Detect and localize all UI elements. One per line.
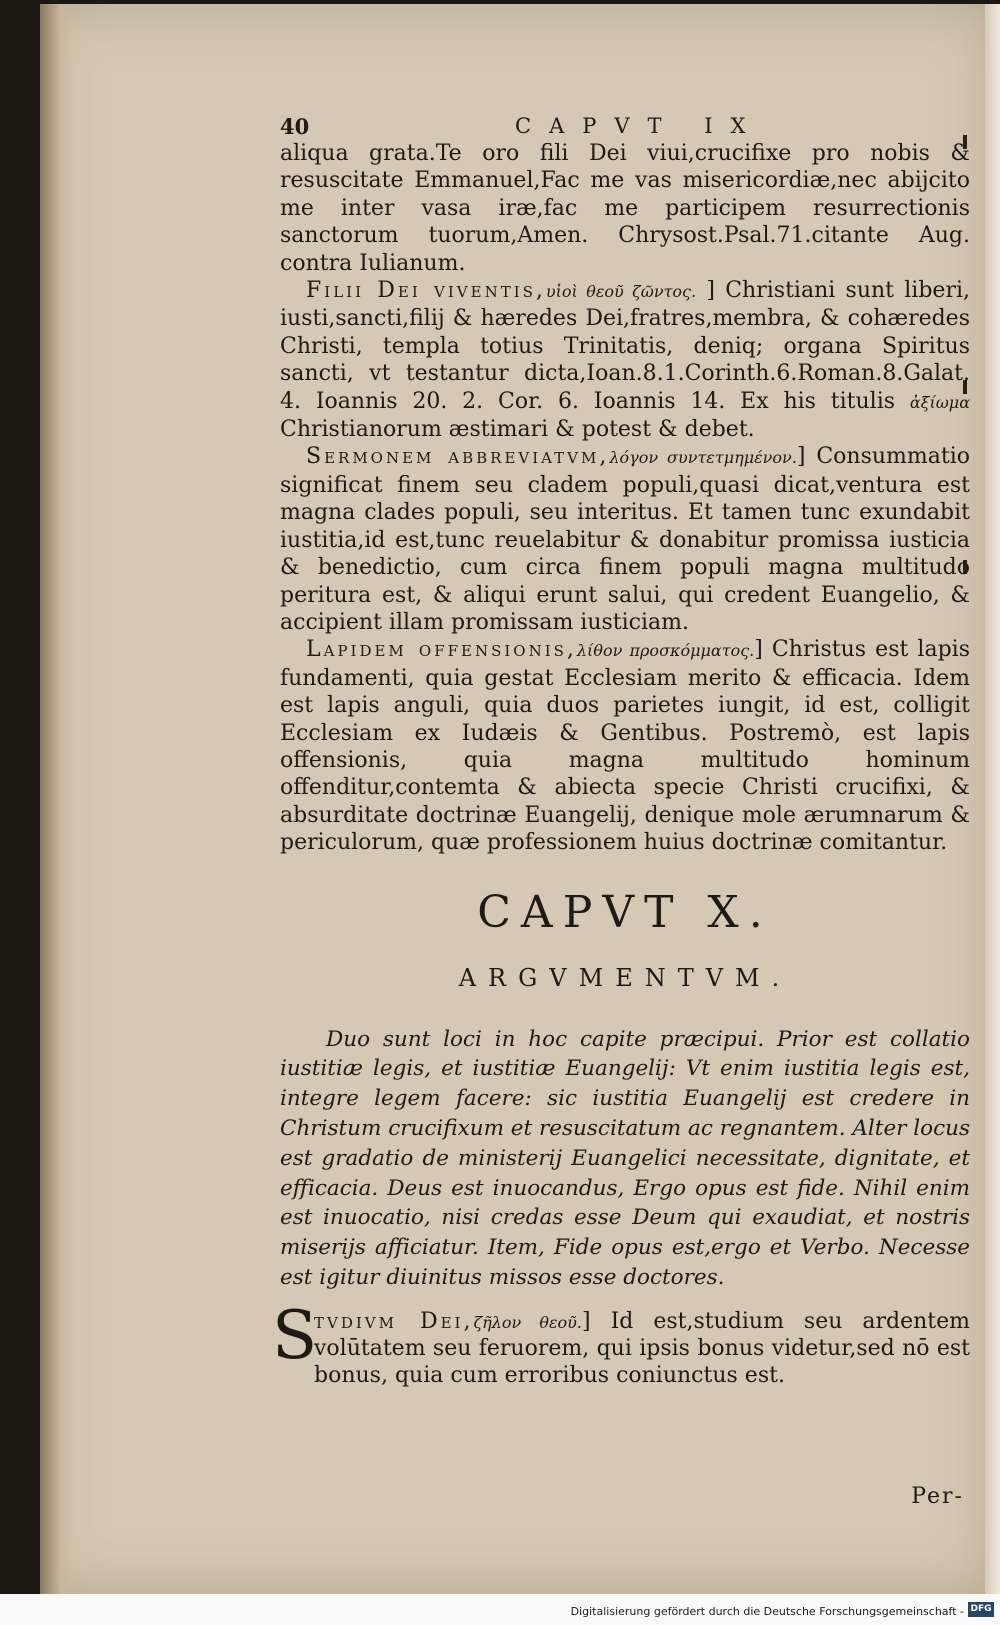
running-head xyxy=(280,114,970,140)
drop-cap: S xyxy=(272,1296,318,1374)
paragraph-filii-dei xyxy=(280,277,970,443)
page-gutter xyxy=(40,4,70,1594)
greek-gloss: ζῆλον θεοῦ. xyxy=(473,1312,582,1332)
paragraph-sermonem xyxy=(280,443,970,636)
greek-gloss: λόγον συντετμημένον. xyxy=(609,448,797,468)
paragraph-continuation xyxy=(280,140,970,277)
lemma: Lapidem offensionis, xyxy=(306,637,577,663)
paragraph-studium xyxy=(272,1296,971,1390)
greek-gloss: λίθον προσκόμματος. xyxy=(576,641,755,661)
argument-heading: ARGVMENTVM. xyxy=(458,963,792,992)
page-number: 40 xyxy=(280,114,310,139)
page-edge xyxy=(985,4,1000,1594)
chapter-heading: CAPVT X. xyxy=(477,886,773,938)
dfg-logo: DFG xyxy=(968,1602,994,1617)
catchword: Per- xyxy=(911,1484,964,1509)
lemma: Filii Dei viventis, xyxy=(306,278,546,304)
lemma: tvdivm Dei, xyxy=(314,1308,474,1334)
argument-text: Duo sunt loci in hoc capite præcipui. Prior est collatio iustitiæ legis, et iustitiæ Euangelij: Vt enim iustitia legis est, integre legem facere: sic iustitia Euangelij est credere in Christum crucifixum et resuscitatum ac regnantem. Alter locus est gradatio de ministerij Euangelici necessitate, dignitate, et efficacia. Deus est inuocandus, Ergo opus est fide. Nihil enim est inuocatio, nisi credas esse Deum qui exaudiat, et nostris miserijs afficiatur. Item, Fide opus est,ergo et Verbo. Necesse est igitur diuinitus missos esse doctores. xyxy=(280,1026,971,1290)
running-head-title: CAPVT IX xyxy=(515,114,764,138)
text-block xyxy=(272,114,971,1389)
footer-credit: Digitalisierung gefördert durch die Deutsche Forschungsgemeinschaft - xyxy=(570,1605,964,1618)
greek-gloss: ἀξίωμα xyxy=(909,392,970,412)
paragraph-lapidem xyxy=(280,636,970,856)
greek-gloss: υἱοὶ θεοῦ ζῶντος. xyxy=(545,282,697,302)
paragraph-text: ] Id est,studium seu ardentem volūtatem seu feruorem, qui ipsis bonus videtur,sed nō est bonus, quia cum erroribus coniunctus est. xyxy=(314,1308,971,1388)
paragraph-text: ] Consummatio significat finem seu cladem populi,quasi dicat,ventura est magna clades populi, seu interitus. Et tamen tunc exundabit iustitia,id est,tunc reuelabitur & donabitur promissa iusticia & benedictio, cum circa finem populi magna multitudo peritura est, & aliqui erunt salui, qui credent Euangelio, & accipient illam promissam iusticiam. xyxy=(280,444,970,635)
paragraph-text: Christianorum æstimari & potest & debet. xyxy=(280,417,755,443)
paragraph-text: ] Christus est lapis fundamenti, quia gestat Ecclesiam merito & efficacia. Idem est lapis anguli, quia duos parietes iungit, id est, colligit Ecclesiam ex Iudæis & Gentibus. Postremò, est lapis offensionis, quia magna multitudo hominum offenditur,contemta & abiecta specie Christi crucifixi, & absurditate doctrinæ Euangelij, denique mole ærumnarum & periculorum, quæ professionem huius doctrinæ comitantur. xyxy=(280,637,970,856)
paragraph-text: ] Christiani sunt liberi, iusti,sancti,filij & hæredes Dei,fratres,membra, & cohæredes Christi, templa totius Trinitatis, deniq; organa Spiritus sancti, vt testantur dicta,Ioan.8.1.Corinth.6.Roman.8.Galat. 4. Ioannis 20. 2. Cor. 6. Ioannis 14. Ex his titulis xyxy=(280,278,970,414)
paragraph-text: aliqua grata.Te oro fili Dei viui,crucifixe pro nobis & resuscitate Emmanuel,Fac me vas misericordiæ,nec abijcito me inter vasa iræ,fac me participem resurrectionis sanctorum tuorum,Amen. Chrysost.Psal.71.citante Aug. contra Iulianum. xyxy=(280,141,970,276)
lemma: Sermonem abbreviatvm, xyxy=(306,444,610,470)
